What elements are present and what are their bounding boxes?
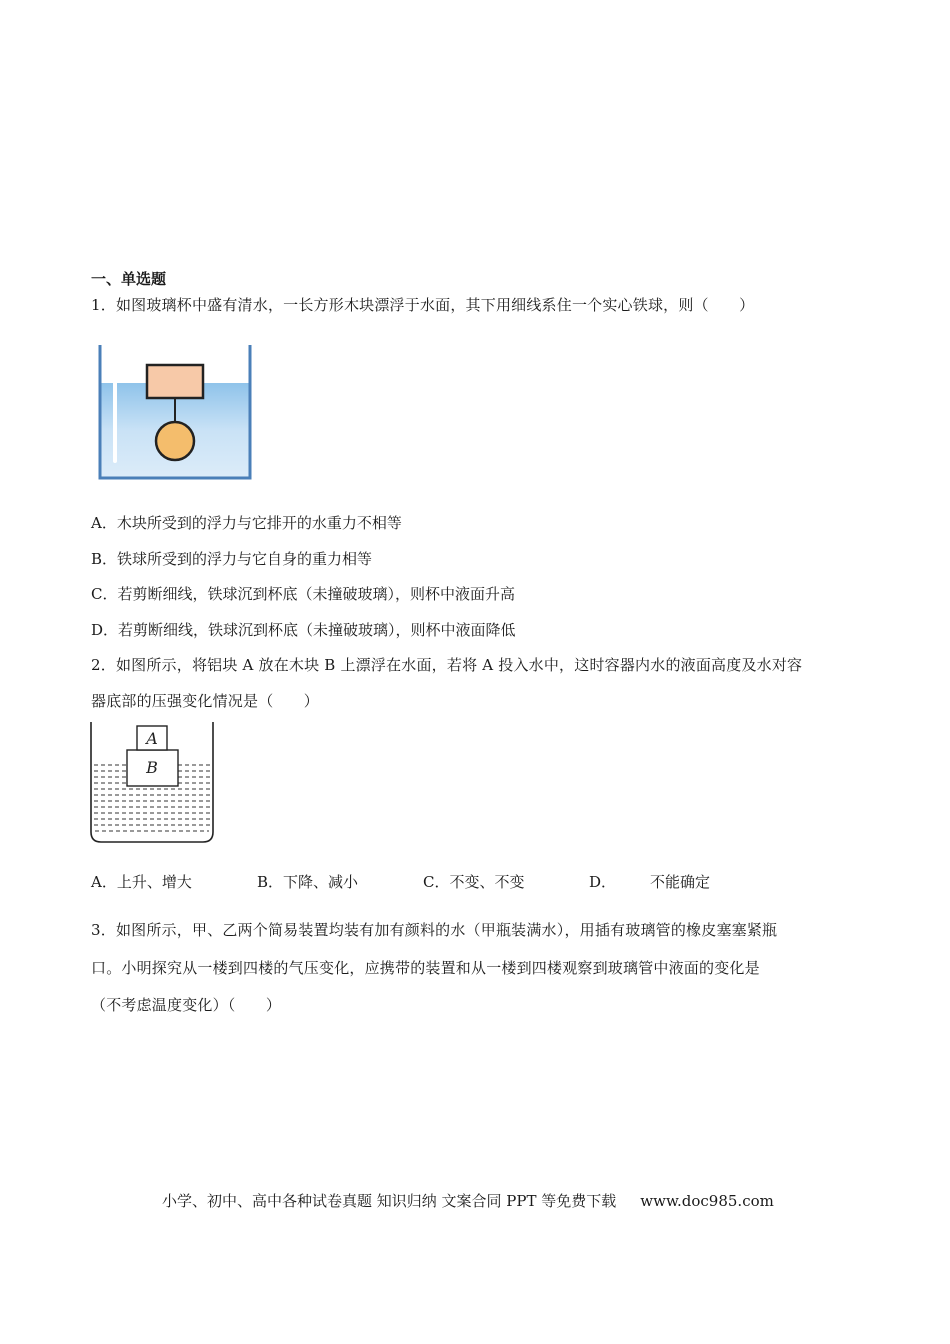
question-1-option-a: A．木块所受到的浮力与它排开的水重力不相等 — [91, 514, 402, 532]
figure-floating-block-iron-ball — [97, 343, 253, 481]
question-1-stem: 1．如图玻璃杯中盛有清水，一长方形木块漂浮于水面，其下用细线系住一个实心铁球，则（ ） — [91, 296, 755, 314]
block-a-label: A — [146, 729, 158, 748]
question-3-stem-line-3: （不考虑温度变化）（ ） — [91, 996, 282, 1014]
question-2-stem-line-1: 2．如图所示，将铝块 A 放在木块 B 上漂浮在水面，若将 A 投入水中，这时容器内水的液面高度及水对容 — [91, 656, 803, 674]
question-1-option-b: B．铁球所受到的浮力与它自身的重力相等 — [91, 550, 373, 568]
question-3-stem-line-2: 口。小明探究从一楼到四楼的气压变化，应携带的装置和从一楼到四楼观察到玻璃管中液面的变化是 — [91, 959, 760, 977]
question-3-stem-line-1: 3．如图所示，甲、乙两个简易装置均装有加有颜料的水（甲瓶装满水），用插有玻璃管的橡皮塞塞紧瓶 — [91, 921, 778, 939]
block-b-label: B — [146, 758, 158, 777]
question-2-stem-line-2: 器底部的压强变化情况是（ ） — [91, 692, 320, 710]
question-1-option-c: C．若剪断细线，铁球沉到杯底（未撞破玻璃），则杯中液面升高 — [91, 585, 515, 603]
question-2-option-b: B．下降、减小 — [257, 873, 359, 891]
section-title: 一、单选题 — [91, 270, 167, 288]
footer-site-link[interactable]: www.doc985.com — [640, 1192, 774, 1210]
question-2-option-a: A．上升、增大 — [91, 873, 192, 891]
footer-text: 小学、初中、高中各种试卷真题 知识归纳 文案合同 PPT 等免费下载 — [162, 1192, 617, 1210]
question-2-option-d-label: D． — [589, 873, 617, 891]
question-1-option-d: D．若剪断细线，铁球沉到杯底（未撞破玻璃），则杯中液面降低 — [91, 621, 516, 639]
question-2-option-c: C．不变、不变 — [423, 873, 525, 891]
question-2-option-d-text: 不能确定 — [650, 873, 711, 891]
figure-blocks-in-container — [89, 722, 215, 846]
footer — [162, 1190, 774, 1211]
